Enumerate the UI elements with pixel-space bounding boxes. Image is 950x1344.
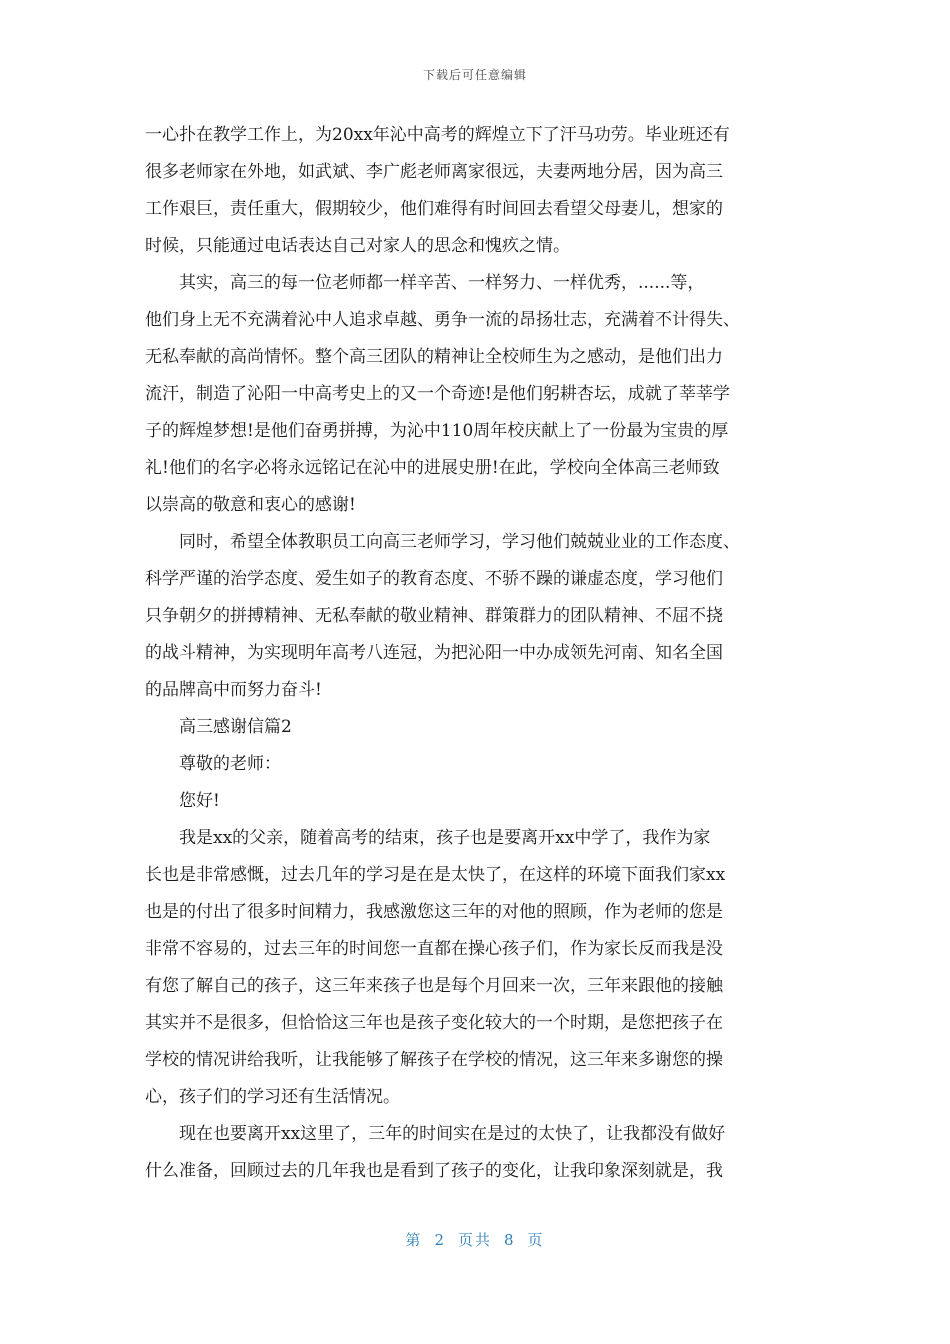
text-line: 流汗，制造了沁阳一中高考史上的又一个奇迹!是他们躬耕杏坛，成就了莘莘学 [145,384,730,404]
document-body [145,117,800,1190]
text-line: 子的辉煌梦想!是他们奋勇拼搏，为沁中110周年校庆献上了一份最为宝贵的厚 [145,421,729,441]
page-footer-prefix: 第 [405,1231,423,1249]
total-page-count: 8 [504,1231,516,1249]
text-line: 的品牌高中而努力奋斗! [145,680,322,700]
text-line: 工作艰巨，责任重大，假期较少，他们难得有时间回去看望父母妻儿，想家的 [145,199,723,219]
text-line: 无私奉献的高尚情怀。整个高三团队的精神让全校师生为之感动，是他们出力 [145,347,723,367]
letter-greeting: 您好! [179,791,220,811]
text-line: 以崇高的敬意和衷心的感谢! [145,495,356,515]
text-line: 学校的情况讲给我听，让我能够了解孩子在学校的情况，这三年来多谢您的操 [145,1050,723,1070]
text-line: 有您了解自己的孩子，这三年来孩子也是每个月回来一次，三年来跟他的接触 [145,976,723,996]
page-number-footer [0,1229,950,1250]
page-footer-middle: 页共 [457,1231,492,1249]
text-line: 也是的付出了很多时间精力，我感激您这三年的对他的照顾，作为老师的您是 [145,902,723,922]
text-line: 科学严谨的治学态度、爱生如子的教育态度、不骄不躁的谦虚态度，学习他们 [145,569,723,589]
text-line: 其实并不是很多，但恰恰这三年也是孩子变化较大的一个时期，是您把孩子在 [145,1013,723,1033]
text-line: 心，孩子们的学习还有生活情况。 [145,1087,400,1107]
text-line: 他们身上无不充满着沁中人追求卓越、勇争一流的昂扬壮志，充满着不计得失、 [145,310,740,330]
letter-salutation: 尊敬的老师： [179,754,281,774]
text-line: 其实，高三的每一位老师都一样辛苦、一样努力、一样优秀，......等， [179,273,705,293]
text-line: 礼!他们的名字必将永远铭记在沁中的进展史册!在此，学校向全体高三老师致 [145,458,720,478]
text-line: 非常不容易的，过去三年的时间您一直都在操心孩子们，作为家长反而我是没 [145,939,723,959]
text-line: 时候，只能通过电话表达自己对家人的思念和愧疚之情。 [145,236,570,256]
page-header-note: 下载后可任意编辑 [422,68,527,82]
text-line: 同时，希望全体教职员工向高三老师学习，学习他们兢兢业业的工作态度、 [179,532,740,552]
section-heading: 高三感谢信篇2 [179,717,292,737]
text-line: 一心扑在教学工作上，为20xx年沁中高考的辉煌立下了汗马功劳。毕业班还有 [145,125,730,145]
text-line: 什么准备，回顾过去的几年我也是看到了孩子的变化，让我印象深刻就是，我 [145,1161,723,1181]
text-line: 长也是非常感慨，过去几年的学习是在是太快了，在这样的环境下面我们家xx [145,865,726,885]
page-footer-suffix: 页 [527,1231,545,1249]
text-line: 很多老师家在外地，如武斌、李广彪老师离家很远，夫妻两地分居，因为高三 [145,162,723,182]
current-page-number: 2 [434,1231,446,1249]
text-line: 现在也要离开xx这里了，三年的时间实在是过的太快了，让我都没有做好 [179,1124,726,1144]
text-line: 我是xx的父亲，随着高考的结束，孩子也是要离开xx中学了，我作为家 [179,828,711,848]
text-line: 的战斗精神，为实现明年高考八连冠，为把沁阳一中办成领先河南、知名全国 [145,643,723,663]
text-line: 只争朝夕的拼搏精神、无私奉献的敬业精神、群策群力的团队精神、不屈不挠 [145,606,723,626]
